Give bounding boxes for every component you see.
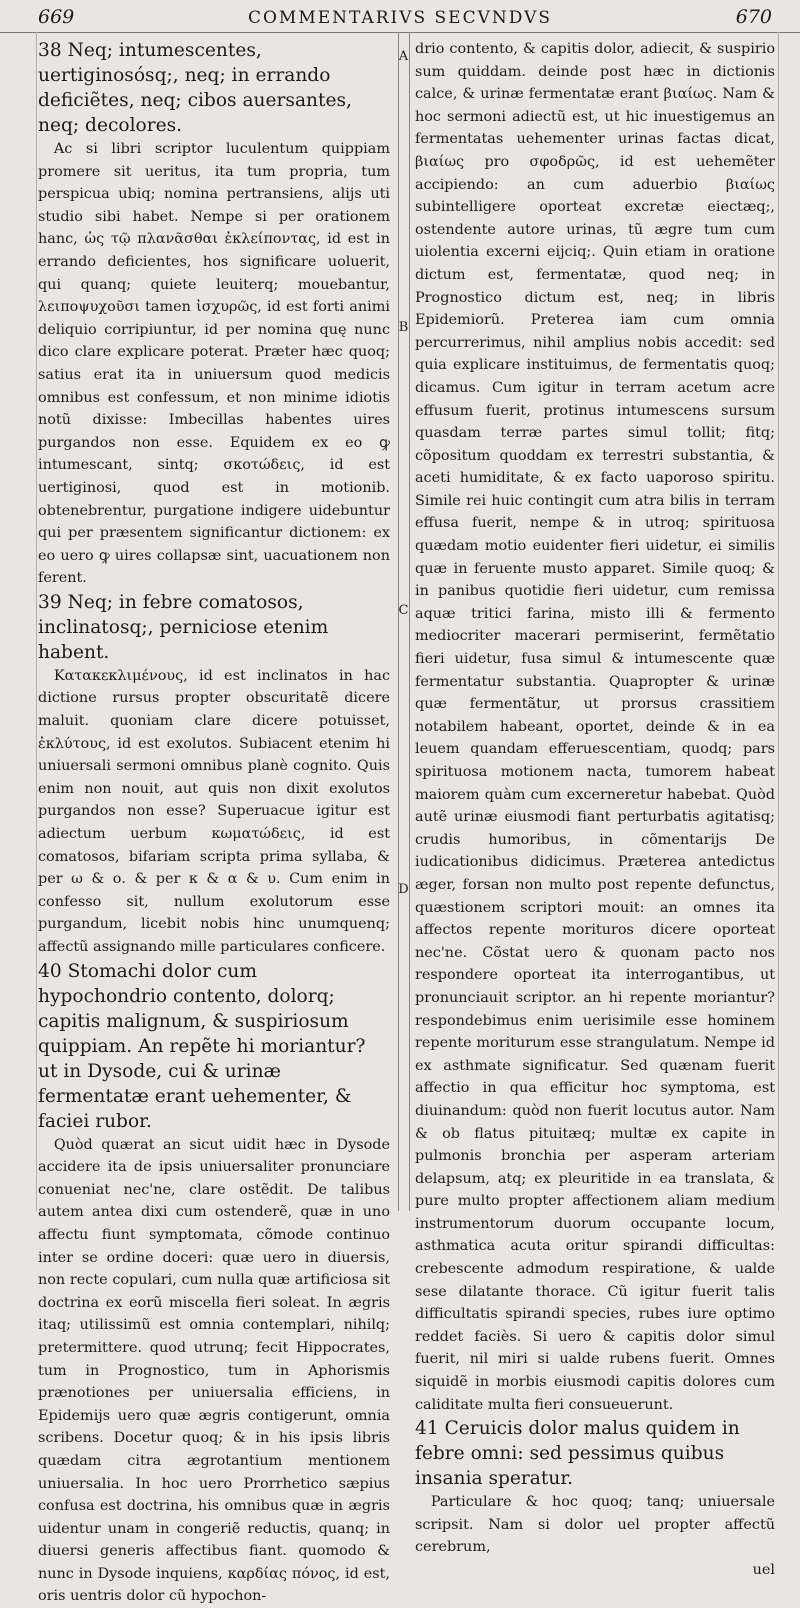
left-margin-rule <box>36 32 37 1211</box>
commentary-40-continued: drio contento, & capitis dolor, adiecit, & suspirio sum quiddam. deinde post hæc in dictionis calce, & urinæ fermentatæ erant βιαίως. Nam & hoc sermoni adiectũ est, ut hic inuestigemus an fermentatas uehementer urinas factas dicat, βιαίως pro σφοδρῶς, id est uehemẽter accipiendo: an cum aduerbio βιαίως subintelligere oporteat excretæ eiectæq;, ostendente autore urinas, tũ ægre tum cum uiolentia excerni eijciq;. Quin etiam in oratione dictum est, fermentatæ, quod neq; in Prognostico dictum est, neq; in libris Epidemiorũ. Preterea iam cum omnia percurrerimus, nihil amplius nobis accedit: sed quia explicare instituimus, de fermentatis quoq; dicamus. Cum igitur in terram acetum acre effusum fuerit, protinus intumescens sursum quasdam terræ partes simul tollit; fitq; cõpositum quoddam ex terrestri substantia, & aceti humiditate, & ex facto uaporoso spiritu. Simile rei huic contingit cum atra bilis in terram effusa fuerit, nempe & in utroq; spirituosa quædam motio euidenter fieri uidetur, ei similis quæ in feruente musto apparet. Simile quoq; & in panibus quotidie fieri uidetur, cum remissa aquæ tritici farina, misto illi & fermento mediocriter macerari permiserint, fermẽtatio fieri uidetur, fusa simul & intumescente quæ fermentatur substantia. Quapropter & urinæ quæ fermentãtur, ut prorsus crassitiem notabilem habeant, oportet, deinde & in ea leuem quandam efferuescentiam, quodq; pars spirituosa motionem nacta, tumorem habeat maiorem quàm cum excerneretur habebat. Quòd autẽ urinæ eiusmodi fiant perturbatis agitatisq; crudis humoribus, in cõmentarijs De iudicationibus didicimus. Præterea antedictus æger, forsan non multo post repente defunctus, quæstionem scriptori mouit: an omnes ita affectos repente morituros dicere oporteat nec'ne. Cõstat uero & quonam pacto nos respondere oporteat ita interrogantibus, ut pronunciauit scriptor. an hi repente moriantur? respondebimus enim uerisimile esse hominem repente moriturum esse strangulatum. Nempe id ex asthmate significatur. Sed quænam fuerit affectio in qua efficitur hoc symptoma, est diuinandum: quòd non fuerit locutus autor. Nam & ob flatus pituitæq; multæ ex capite in pulmonis bronchia per asperam arteriam delapsum, atq; ex pleuritide in ea translata, & pure multo propter affectionem aliam medium instrumentorum duorum occupante locum, asthmatica acuta oritur spirandi difficultas: crebescente admodum respiratione, & ualde sese dilatante thorace. Cũ igitur fuerit talis difficultatis spirandi species, rubes iure optimo reddet faciès. Si uero & capitis dolor simul fuerit, nil miri si ualde rubens fuerit. Omnes siquidẽ in morbis eiusmodi capitis dolores cum caliditate multa fieri consueuerunt. <box>415 41 775 1413</box>
header-rule <box>0 32 800 33</box>
margin-letter-d: D <box>398 882 409 897</box>
aphorism-38: 38 Neq; intumescentes, uertiginosósq;, neq; in errando deficiẽtes, neq; cibos auersantes, neq; decolores. <box>38 40 352 136</box>
commentary-38: Ac si libri scriptor luculentum quippiam promere sit ueritus, ita tum propria, tum perspicua ubiq; nomina pertransiens, alijs uti studio sibi habet. Nempe si per orationem hanc, ὡς τῷ πλανᾶσθαι ἐκλείποντας, id est in errando deficientes, hos significare uoluerit, qui quanq; quiete leuiterq; mouebantur, λειποψυχοῦσι tamen ἰσχυρῶς, id est forti animi deliquio corripiuntur, id per nomina quę nunc dico clare explicare poterat. Præter hæc quoq; satius erat ita in uniuersum quod medicis omnibus est confessum, et non minime idiotis notũ dixisse: Imbecillas habentes uires purgandos non esse. Equidem ex eo ꝙ intumescant, sintq; σκοτώδεις, id est uertiginosi, quod est in motionib. obtenebrentur, purgatione indigere uidebuntur qui per præsentem significantur dictionem: ex eo uero ꝙ uires collapsæ sint, uacuationem non ferent. <box>38 141 390 587</box>
page-number-right: 670 <box>735 6 772 28</box>
running-title: COMMENTARIVS SECVNDVS <box>247 8 553 28</box>
margin-letter-c: C <box>398 603 409 618</box>
aphorism-39: 39 Neq; in febre comatosos, inclinatosq;, perniciose etenim habent. <box>38 591 329 663</box>
gutter-rule-right <box>409 32 410 1211</box>
page-header <box>0 2 800 30</box>
gutter-rule-left <box>398 32 399 1211</box>
right-column <box>415 38 775 1578</box>
aphorism-41: 41 Ceruicis dolor malus quidem in febre omni: sed pessimus quibus insania speratur. <box>415 1418 740 1490</box>
catchword: uel <box>752 1562 775 1578</box>
commentary-39: Κατακεκλιμένους, id est inclinatos in hac dictione rursus propter obscuritatẽ dicere maluit. quoniam clare dicere potuisset, ἐκλύτους, id est exolutos. Subiacent etenim hi uniuersali sermoni omnibus planè cognito. Quis enim non nouit, aut quis non dixit exolutos purgandos non esse? Superuacue igitur est adiectum uerbum κωματώδεις, id est comatosos, bifariam scripta prima syllaba, & per ω & ο. & per κ & α & υ. Cum enim in confesso sit, nullum exolutorum esse purgandum, licebit nobis hinc unumquenq; affectũ assignando mille particulares conficere. <box>38 667 390 955</box>
margin-letter-b: B <box>398 320 409 335</box>
commentary-41: Particulare & hoc quoq; tanq; uniuersale scripsit. Nam si dolor uel propter affectũ cerebrum, <box>415 1494 775 1556</box>
margin-letter-a: A <box>398 49 409 64</box>
left-column <box>38 38 390 1605</box>
commentary-40: Quòd quærat an sicut uidit hæc in Dysode accidere ita de ipsis uniuersaliter pronunciare conueniat nec'ne, clare ostẽdit. De talibus autem antea dixi cum ostenderẽ, quæ in uno affectu fiunt symptomata, cõmode continuo inter se ordine doceri: quæ uero in diuersis, non recte copulari, cum nulla quæ artificiosa sit doctrina ex eorũ miscella fieri soleat. In ægris itaq; utilissimũ est omnia contemplari, nihilq; pretermittere. quod utrunq; fecit Hippocrates, tum in Prognostico, tum in Aphorismis prænotiones per uniuersalia efficiens, in Epidemijs uero quæ ægris contigerunt, omnia scribens. Docetur quoq; & in his ipsis libris quædam citra ægrotantium mentionem uniuersalia. In hoc uero Prorrhetico sæpius confusa est doctrina, his omnibus quæ in ægris uidentur unam in congeriẽ reductis, quanq; in diuersi generis affectibus fiant. quomodo & nunc in Dysode inquiens, καρδίας πόνος, id est, oris uentris dolor cũ hypochon- <box>38 1136 390 1605</box>
aphorism-40: 40 Stomachi dolor cum hypochondrio contento, dolorq; capitis malignum, & suspiriosum quippiam. An repẽte hi moriantur? ut in Dysode, cui & urinæ fermentatæ erant uehementer, & faciei rubor. <box>38 960 366 1132</box>
right-margin-rule <box>778 32 779 1211</box>
page-number-left: 669 <box>38 6 75 28</box>
